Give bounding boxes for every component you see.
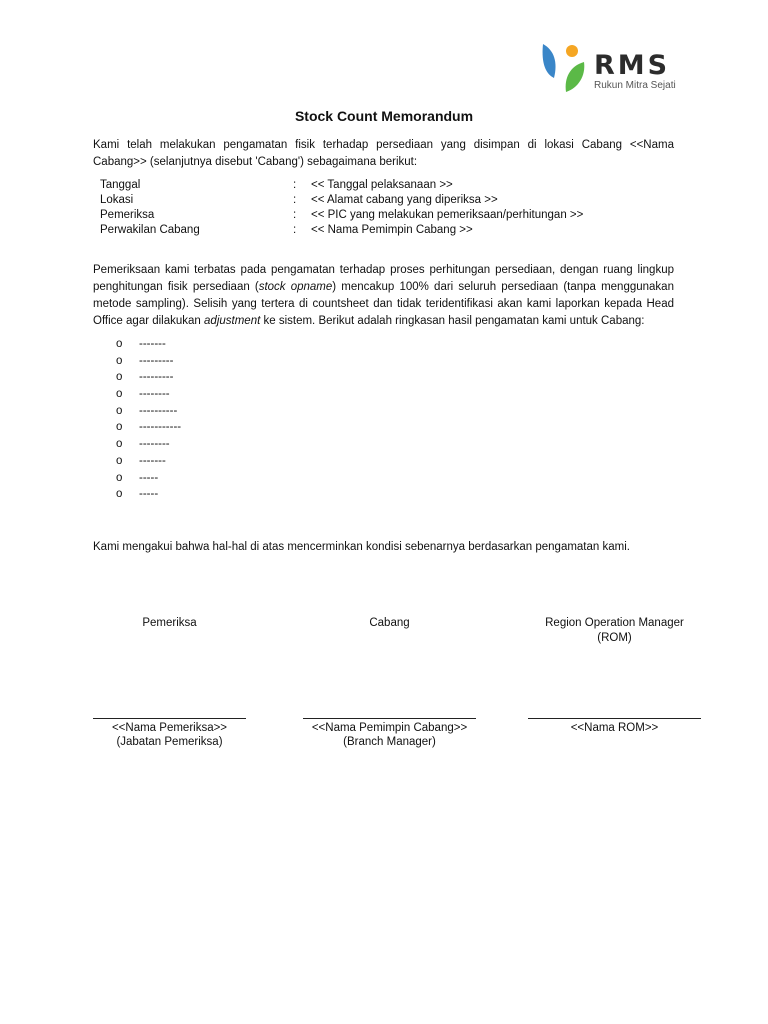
scope-text: ke sistem. Berikut adalah ringkasan hasil pengamatan kami untuk Cabang:	[260, 315, 645, 327]
info-colon: :	[293, 224, 297, 236]
info-row-perwakilan-cabang	[100, 223, 660, 238]
info-colon: :	[293, 194, 297, 206]
closing-paragraph: Kami mengakui bahwa hal-hal di atas mencerminkan kondisi sebenarnya berdasarkan pengamatan kami.	[93, 541, 630, 553]
info-row-tanggal	[100, 178, 660, 193]
scope-italic-term: stock opname	[258, 281, 333, 293]
rms-logo	[540, 42, 680, 94]
signature-line	[93, 718, 246, 719]
list-item-text: ----------	[139, 404, 178, 417]
list-item	[116, 369, 316, 386]
info-label: Tanggal	[100, 179, 141, 191]
list-item	[116, 470, 316, 487]
bullet-marker: o	[116, 404, 123, 417]
list-item	[116, 486, 316, 503]
findings-list	[116, 336, 316, 503]
bullet-marker: o	[116, 471, 123, 484]
signature-line	[303, 718, 476, 719]
signature-position: (Branch Manager)	[343, 736, 436, 748]
scope-italic-term: adjustment	[204, 315, 261, 327]
info-value: << PIC yang melakukan pemeriksaan/perhitungan >>	[311, 209, 584, 221]
list-item-text: ---------	[139, 354, 174, 367]
document-title: Stock Count Memorandum	[294, 108, 474, 124]
signature-block-rom	[528, 721, 701, 735]
signature-name: <<Nama Pemimpin Cabang>>	[311, 722, 468, 734]
signature-line	[528, 718, 701, 719]
signature-position: (Jabatan Pemeriksa)	[116, 736, 223, 748]
list-item-text: -------	[139, 338, 166, 350]
bullet-marker: o	[116, 438, 123, 451]
signature-role-cabang	[303, 616, 476, 631]
info-label: Lokasi	[100, 194, 134, 206]
list-item-text: -----	[139, 471, 159, 484]
signature-block-cabang	[303, 721, 476, 749]
bullet-marker: o	[116, 371, 123, 384]
list-item	[116, 353, 316, 370]
signature-role: Region Operation Manager	[545, 617, 684, 629]
list-item	[116, 386, 316, 403]
info-table	[100, 178, 660, 238]
scope-text: ) mencakup 100% dari seluruh persediaan (tanpa menggunakan metode sampling). Selisih yang tertera di countsheet dan tidak teridentifikasi akan kami laporkan kepada Head Office agar dilakukan	[93, 281, 674, 327]
bullet-marker: o	[116, 488, 123, 501]
list-item	[116, 403, 316, 420]
intro-paragraph: Kami telah melakukan pengamatan fisik terhadap persediaan yang disimpan di lokasi Cabang <<Nama Cabang>> (selanjutnya disebut 'Cabang') sebagaimana berikut:	[93, 139, 674, 168]
list-item	[116, 419, 316, 436]
list-item	[116, 453, 316, 470]
bullet-marker: o	[116, 338, 123, 350]
info-row-pemeriksa	[100, 208, 660, 223]
bullet-marker: o	[116, 354, 123, 367]
signature-block-pemeriksa	[93, 721, 246, 749]
info-label: Perwakilan Cabang	[100, 224, 200, 236]
scope-paragraph	[93, 262, 674, 330]
list-item-text: -------	[139, 454, 166, 467]
signature-role-abbr: (ROM)	[597, 632, 632, 644]
list-item-text: --------	[139, 438, 170, 451]
logo-text: RMS	[594, 50, 671, 81]
info-colon: :	[293, 209, 297, 221]
signature-role: Cabang	[369, 617, 410, 629]
list-item-text: -----	[139, 488, 159, 501]
signature-name: <<Nama Pemeriksa>>	[111, 722, 228, 734]
list-item-text: --------	[139, 388, 170, 401]
info-label: Pemeriksa	[100, 209, 155, 221]
logo-tagline: Rukun Mitra Sejati	[594, 80, 676, 91]
scope-text: Pemeriksaan kami terbatas pada pengamatan terhadap proses perhitungan persediaan, dengan ruang lingkup penghitungan fisik persediaan (	[93, 264, 674, 293]
info-value: << Nama Pemimpin Cabang >>	[311, 224, 473, 236]
info-row-lokasi	[100, 193, 660, 208]
list-item	[116, 436, 316, 453]
info-colon: :	[293, 179, 297, 191]
info-value: << Tanggal pelaksanaan >>	[311, 179, 453, 191]
list-item-text: ---------	[139, 371, 174, 384]
rms-logo-icon	[540, 42, 590, 94]
bullet-marker: o	[116, 421, 123, 434]
info-value: << Alamat cabang yang diperiksa >>	[311, 194, 498, 206]
bullet-marker: o	[116, 388, 123, 401]
signature-role: Pemeriksa	[142, 617, 197, 629]
list-item-text: -----------	[139, 421, 182, 434]
signature-name: <<Nama ROM>>	[570, 722, 659, 734]
list-item	[116, 336, 316, 353]
signature-role-pemeriksa	[93, 616, 246, 631]
bullet-marker: o	[116, 454, 123, 467]
signature-role-rom	[528, 616, 701, 646]
